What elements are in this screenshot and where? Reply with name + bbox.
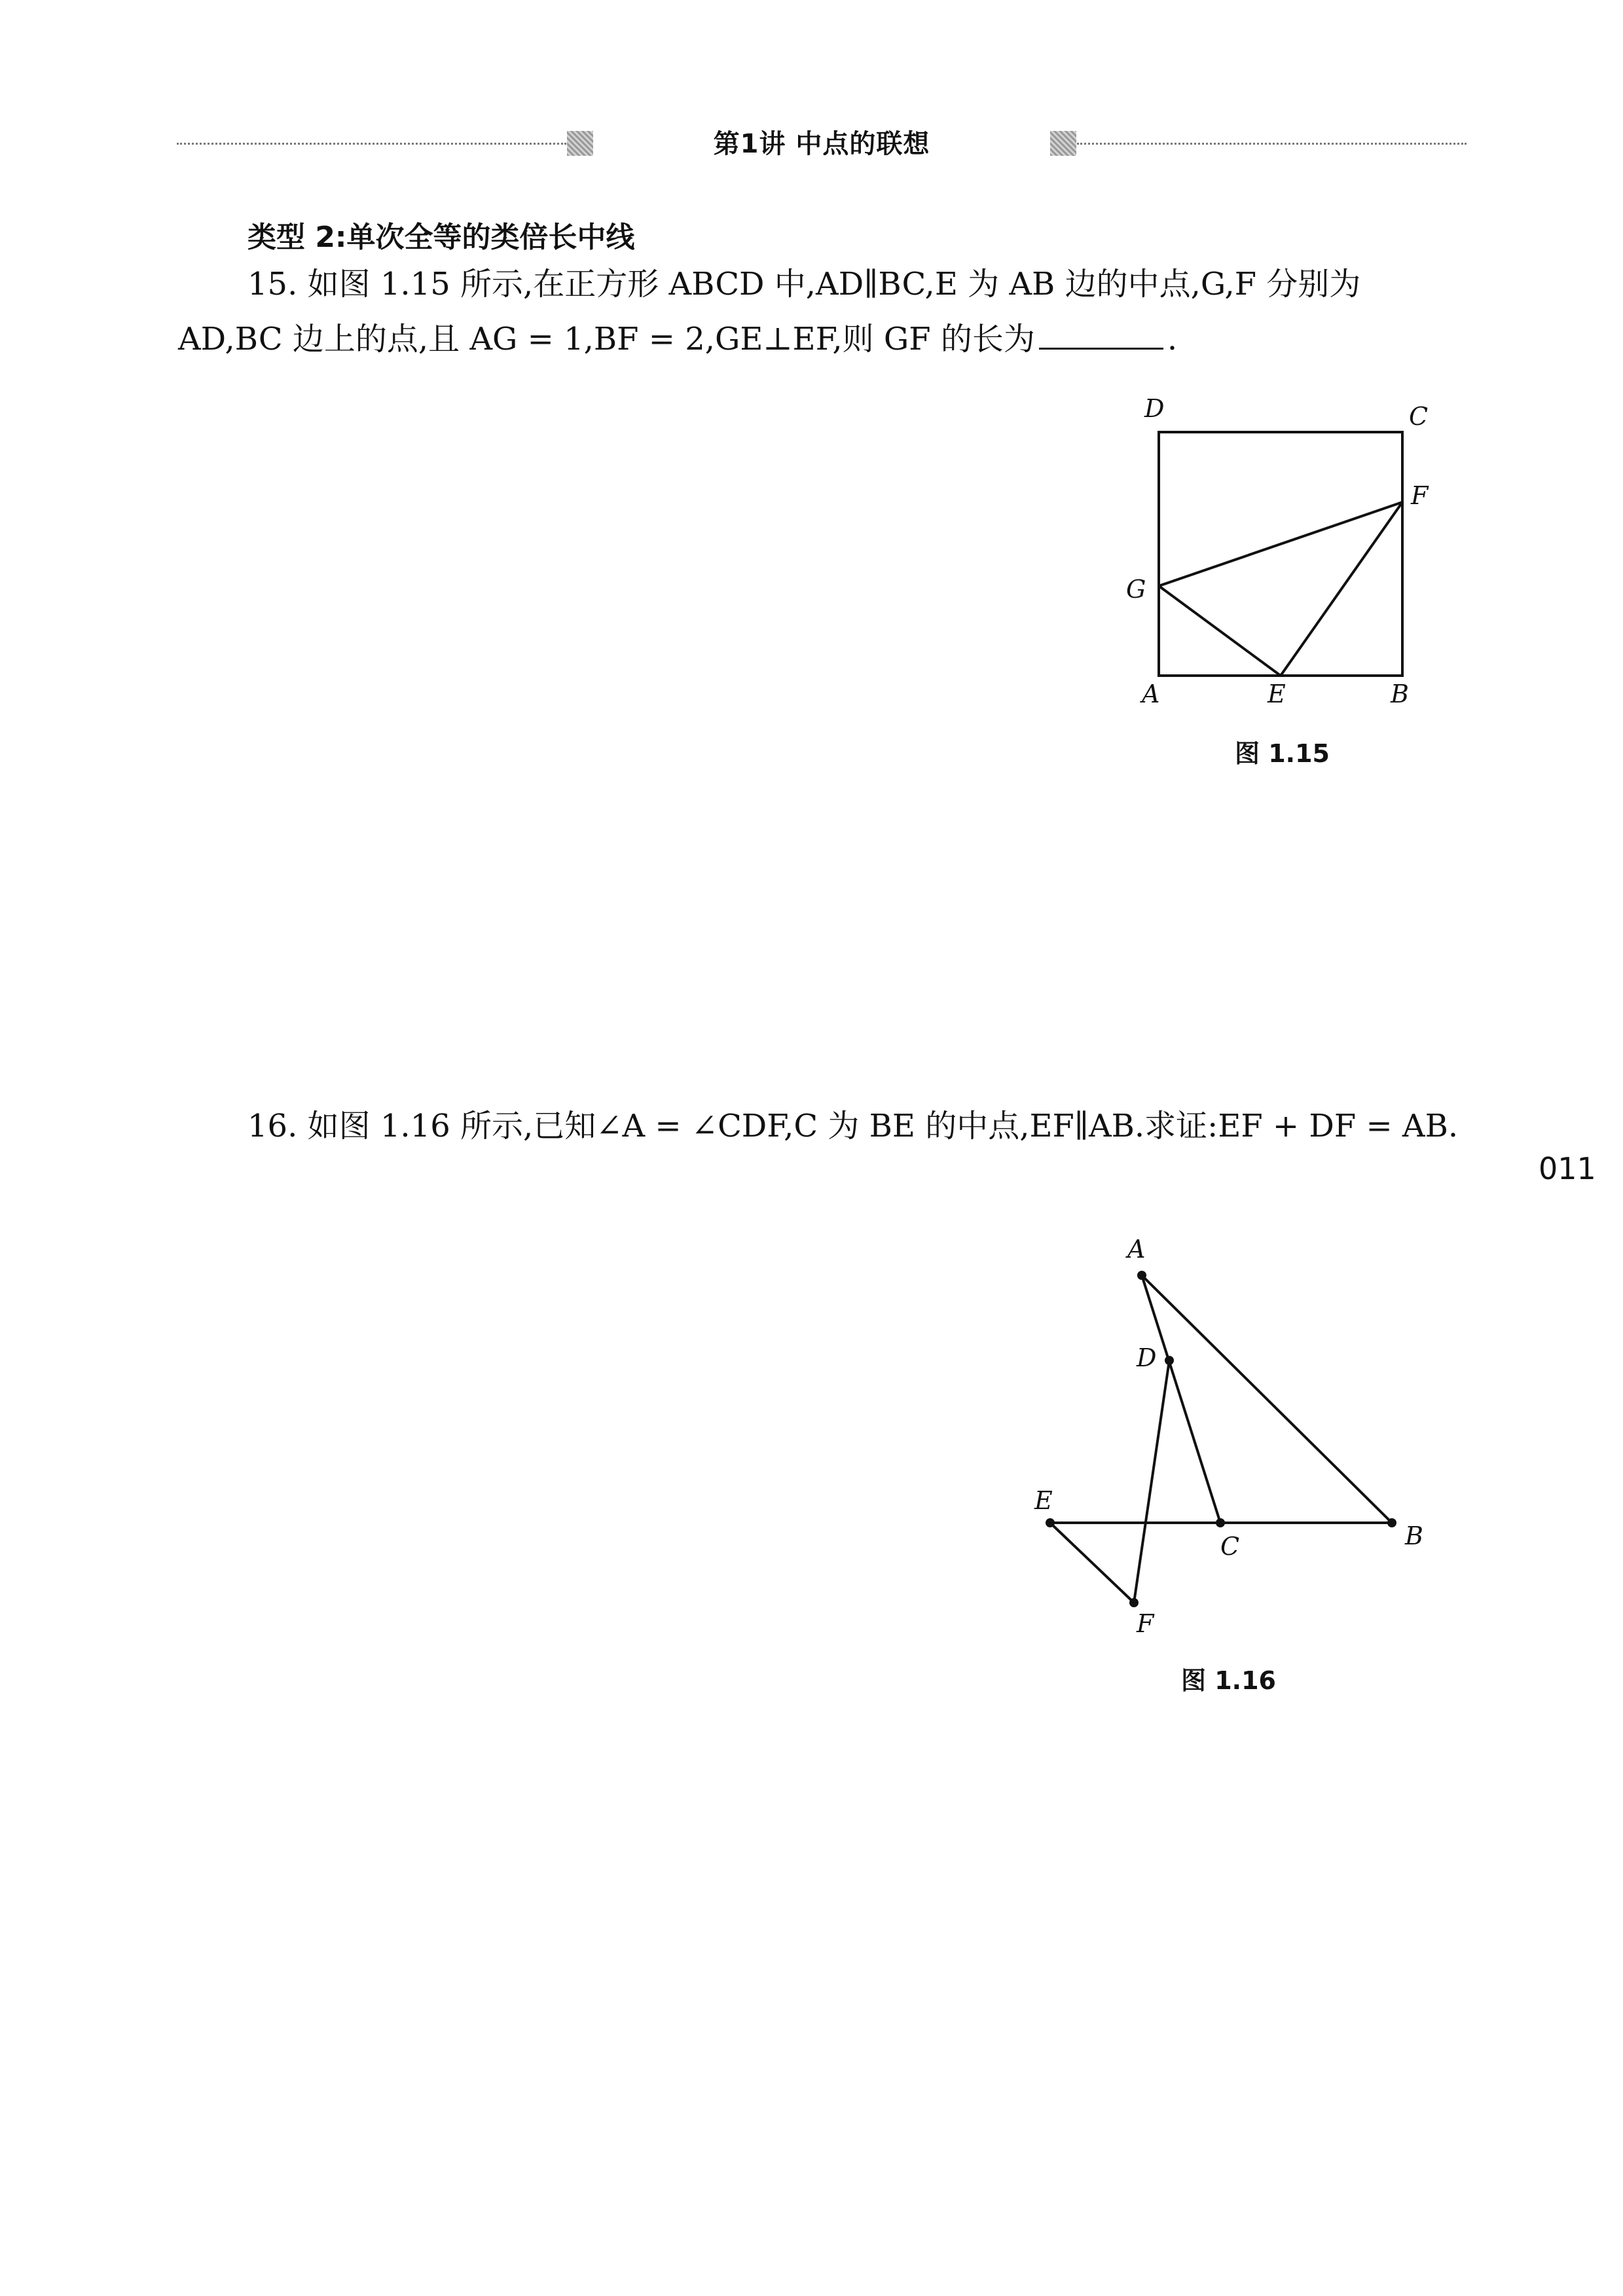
segment-df [1134, 1360, 1169, 1603]
problem-16-text: 16. 如图 1.16 所示,已知∠A = ∠CDF,C 为 BE 的中点,EF∥AB.求证:EF + DF = AB. [247, 1108, 1459, 1144]
page-number: 011 [1539, 1151, 1596, 1186]
label-c: C [1220, 1532, 1240, 1561]
section-title: 类型 2:单次全等的类倍长中线 [247, 221, 635, 254]
segment-gf [1159, 502, 1402, 586]
label-g: G [1126, 575, 1146, 604]
point-c [1216, 1518, 1225, 1527]
problem-15-end: . [1167, 321, 1178, 357]
label-d: D [1137, 1343, 1157, 1372]
point-e [1046, 1518, 1055, 1527]
problem-15-text [178, 257, 1467, 367]
label-b: B [1405, 1522, 1423, 1550]
running-header [177, 118, 1467, 170]
figure-1-16-drawing [1021, 1231, 1453, 1624]
header-ornament-left [567, 131, 593, 156]
figure-1-15 [1113, 393, 1467, 768]
label-d: D [1144, 394, 1165, 423]
label-e: E [1267, 680, 1286, 708]
point-b [1387, 1518, 1396, 1527]
segment-ab [1142, 1275, 1392, 1523]
figure-1-16 [1021, 1231, 1453, 1702]
point-d [1165, 1356, 1174, 1365]
figure-1-15-drawing [1113, 393, 1467, 694]
label-f: F [1137, 1609, 1154, 1638]
figure-1-16-caption: 图 1.16 [1181, 1666, 1276, 1695]
header-title: 第1讲 中点的联想 [713, 129, 930, 159]
header-rule-right [1077, 143, 1467, 145]
answer-blank[interactable] [1039, 314, 1163, 350]
label-f: F [1411, 481, 1429, 510]
problem-15-statement: 15. 如图 1.15 所示,在正方形 ABCD 中,AD∥BC,E 为 AB 边的中点,G,F 分别为 AD,BC 边上的点,且 AG = 1,BF = 2,GE⊥EF,则 GF 的长为 [178, 266, 1361, 357]
label-b: B [1391, 680, 1409, 708]
segment-ge [1159, 586, 1281, 676]
label-a: A [1127, 1235, 1146, 1264]
point-a [1137, 1271, 1146, 1280]
point-f [1129, 1598, 1139, 1607]
header-ornament-right [1050, 131, 1076, 156]
label-c: C [1409, 402, 1429, 431]
label-a: A [1142, 680, 1160, 708]
figure-1-15-caption: 图 1.15 [1235, 739, 1330, 768]
segment-ef [1281, 502, 1402, 676]
label-e: E [1034, 1486, 1053, 1515]
header-rule-left [177, 143, 566, 145]
segment-ef [1050, 1523, 1134, 1603]
